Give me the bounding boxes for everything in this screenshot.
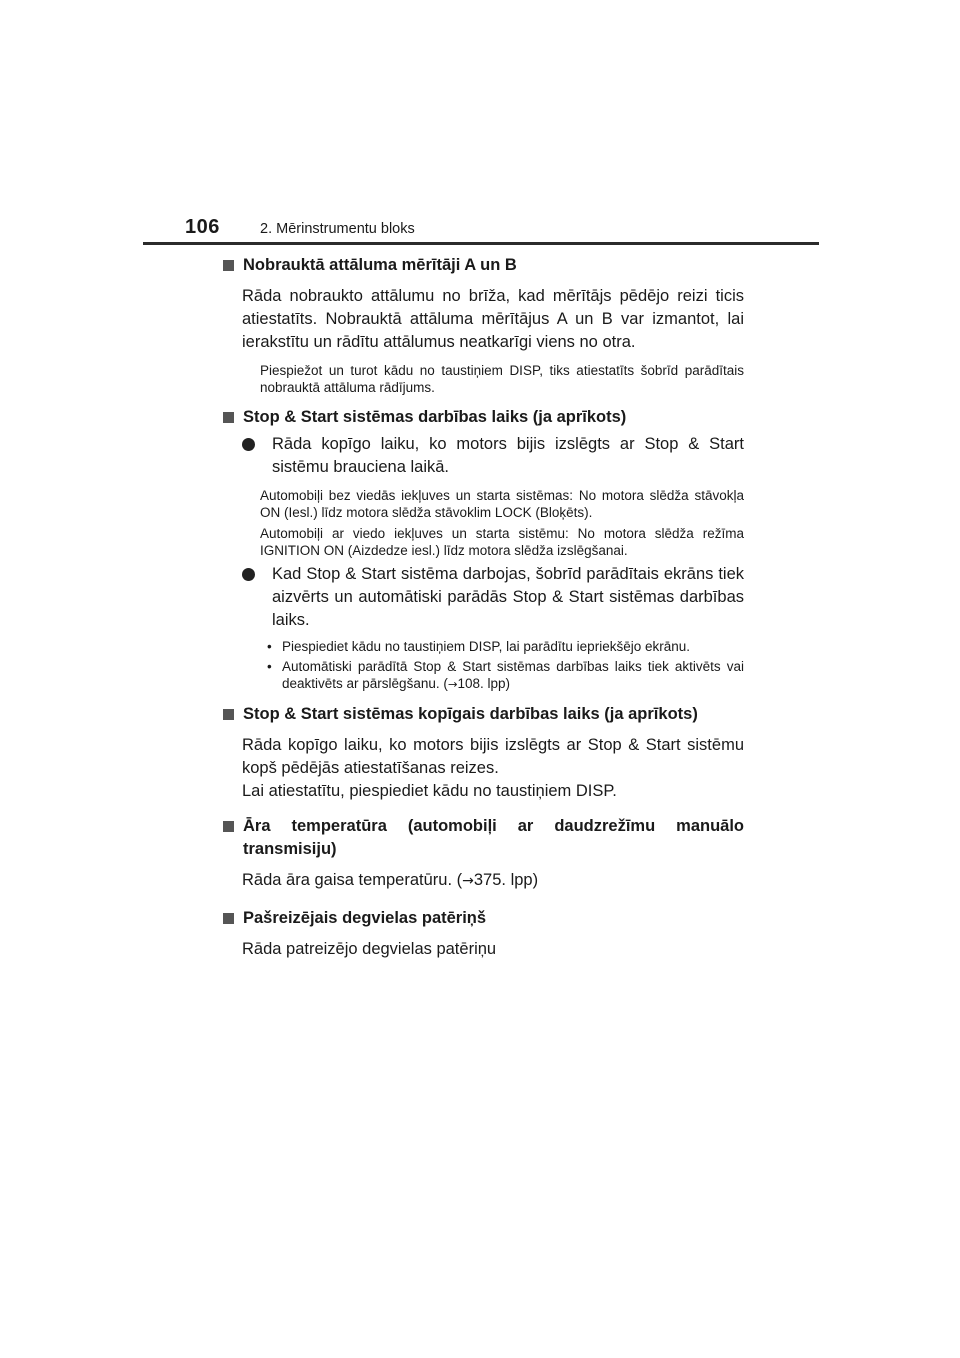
section-heading: Stop & Start sistēmas kopīgais darbības laiks (ja aprīkots) — [222, 703, 744, 726]
section-body: Rāda patreizējo degvielas patēriņu — [242, 940, 497, 958]
arrow-right-icon: → — [462, 873, 474, 889]
section-note: Automobiļi ar viedo iekļuves un starta sistēmu: No motora slēdža režīma IGNITION ON (Aizdedze iesl.) līdz motora slēdža izslēgšanai. — [260, 526, 744, 558]
page-number: 106 — [185, 216, 220, 238]
square-marker-icon — [223, 913, 234, 924]
small-bullet-icon: • — [267, 639, 272, 654]
page-reference: 108. lpp) — [457, 676, 511, 691]
square-marker-icon — [223, 709, 234, 720]
section-trip-meters — [222, 254, 744, 396]
bullet-item: Rāda kopīgo laiku, ko motors bijis izslēgts ar Stop & Start sistēmu brauciena laikā. — [222, 433, 744, 479]
page-content — [222, 254, 744, 961]
section-body: Lai atiestatītu, piespiediet kādu no taustiņiem DISP. — [242, 782, 617, 800]
sub-bullet-note: • Piespiediet kādu no taustiņiem DISP, lai parādītu iepriekšējo ekrānu. — [267, 639, 690, 654]
square-marker-icon — [223, 821, 234, 832]
section-stop-start-total — [222, 703, 744, 803]
section-body: Rāda kopīgo laiku, ko motors bijis izslēgts ar Stop & Start sistēmu kopš pēdējās atiestatīšanas reizes. — [242, 736, 744, 777]
section-heading: Stop & Start sistēmas darbības laiks (ja aprīkots) — [222, 406, 744, 429]
chapter-title: 2. Mērinstrumentu bloks — [260, 221, 415, 237]
section-body: Rāda āra gaisa temperatūru. (→375. lpp) — [242, 871, 539, 889]
section-heading: Pašreizējais degvielas patēriņš — [222, 907, 744, 930]
page-reference: 375. lpp) — [473, 871, 539, 889]
section-note: Piespiežot un turot kādu no taustiņiem DISP, tiks atiestatīts šobrīd parādītais nobrauktā attāluma rādījums. — [260, 363, 744, 395]
square-marker-icon — [223, 412, 234, 423]
section-outside-temperature — [222, 815, 744, 893]
sub-bullet-note: • Automātiski parādītā Stop & Start sistēmas darbības laiks tiek aktivēts vai deaktivēts ar pārslēgšanu. (→108. lpp) — [267, 659, 744, 691]
bullet-dot-icon — [242, 568, 255, 581]
section-current-fuel — [222, 907, 744, 961]
page-header — [0, 0, 960, 250]
section-body: Rāda nobraukto attālumu no brīža, kad mērītājs pēdējo reizi ticis atiestatīts. Nobrauktā attāluma mērītājus A un B var izmantot, lai ierakstītu un rādītu attālumus neatkarīgi viens no otra. — [242, 287, 744, 351]
section-stop-start-time — [222, 406, 744, 693]
section-heading: Āra temperatūra (automobiļi ar daudzrežīmu manuālo transmisiju) — [222, 815, 744, 861]
bullet-dot-icon — [242, 438, 255, 451]
small-bullet-icon: • — [267, 659, 272, 674]
section-heading: Nobrauktā attāluma mērītāji A un B — [222, 254, 744, 277]
header-divider — [143, 242, 819, 245]
square-marker-icon — [223, 260, 234, 271]
bullet-item: Kad Stop & Start sistēma darbojas, šobrīd parādītais ekrāns tiek aizvērts un automātiski parādās Stop & Start sistēmas darbības laiks. — [222, 563, 744, 632]
section-note: Automobiļi bez viedās iekļuves un starta sistēmas: No motora slēdža stāvokļa ON (Iesl.) līdz motora slēdža stāvoklim LOCK (Bloķēts). — [260, 488, 744, 520]
arrow-right-icon: → — [447, 677, 458, 691]
